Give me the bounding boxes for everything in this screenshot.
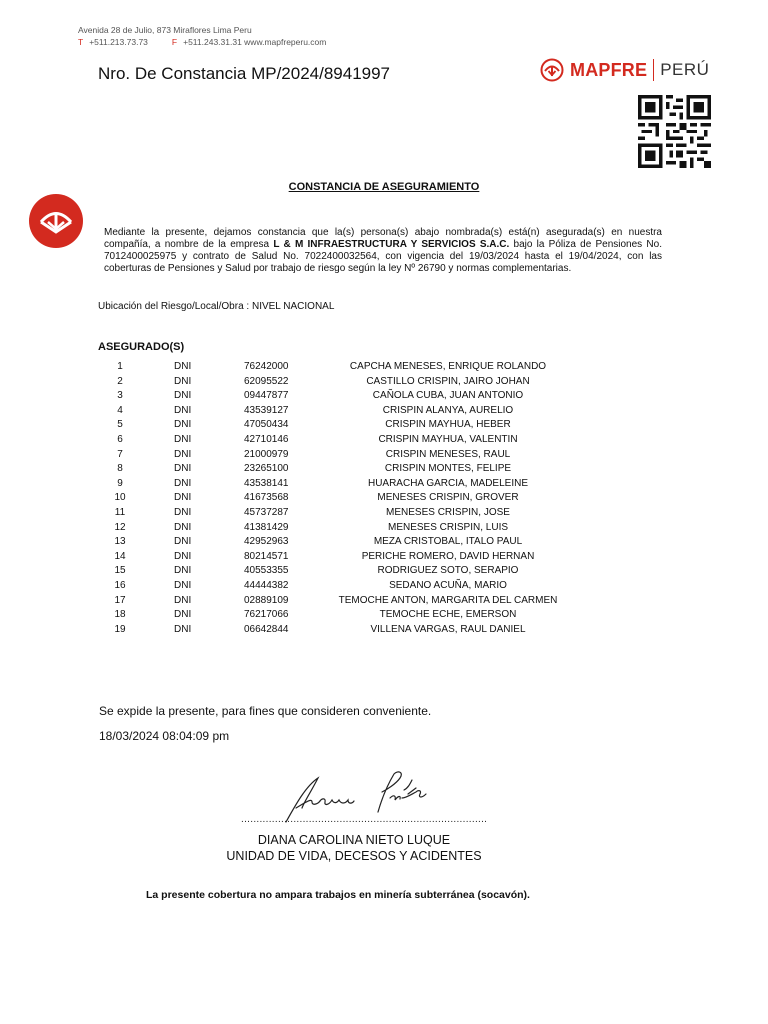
insured-name: CRISPIN MAYHUA, VALENTIN (378, 433, 518, 445)
insured-row (0, 506, 768, 521)
row-number: 13 (114, 536, 126, 548)
document-type: DNI (174, 609, 192, 621)
logo-country-text: PERÚ (660, 60, 710, 79)
document-number: 80214571 (244, 550, 289, 562)
document-number: 47050434 (244, 419, 289, 431)
insured-heading: ASEGURADO(S) (98, 341, 185, 353)
row-number: 2 (117, 375, 123, 387)
row-number: 3 (117, 390, 123, 402)
document-type: DNI (174, 550, 192, 562)
document-number: 76242000 (244, 361, 289, 372)
row-number: 5 (117, 419, 123, 431)
row-number: 8 (117, 463, 123, 475)
insured-row (0, 594, 768, 609)
intro-text-start: Mediante la presente, dejamos constancia que la(s) persona(s) abajo nombrada(s) está(n) asegurada(s) en nuestra compañía, a nombre de la empresa (104, 227, 662, 250)
insured-name: MEZA CRISTOBAL, ITALO PAUL (373, 536, 523, 548)
document-type: DNI (174, 404, 192, 416)
insured-name: HUARACHA GARCIA, MADELEINE (367, 477, 529, 489)
document-number: 76217066 (244, 609, 289, 621)
document-number: 41673568 (244, 492, 289, 504)
document-type: DNI (174, 594, 192, 606)
insured-name: CRISPIN MENESES, RAUL (385, 448, 511, 460)
insured-name: CASTILLO CRISPIN, JAIRO JOHAN (366, 375, 530, 387)
mapfre-seal-icon (29, 194, 83, 248)
document-number: 43539127 (244, 404, 289, 416)
document-number: 62095522 (244, 375, 289, 387)
row-number: 9 (117, 477, 123, 489)
insured-name: CRISPIN MONTES, FELIPE (384, 463, 512, 475)
document-type: DNI (174, 419, 192, 431)
document-type: DNI (174, 565, 192, 577)
row-number: 16 (114, 579, 126, 591)
row-number: 11 (114, 506, 126, 518)
insured-table (0, 360, 768, 637)
insured-row (0, 433, 768, 448)
company-address: Avenida 28 de Julio, 873 Miraflores Lima Peru (78, 25, 252, 35)
insured-row (0, 491, 768, 506)
row-number: 4 (117, 404, 123, 416)
insured-row (0, 521, 768, 536)
intro-paragraph (104, 227, 662, 275)
document-number: 42952963 (244, 536, 289, 548)
document-type: DNI (174, 390, 192, 402)
document-type: DNI (174, 375, 192, 387)
insured-row (0, 360, 768, 375)
document-type: DNI (174, 506, 192, 518)
document-type: DNI (174, 463, 192, 475)
document-heading: CONSTANCIA DE ASEGURAMIENTO (288, 181, 480, 193)
insured-row (0, 418, 768, 433)
row-number: 19 (114, 623, 126, 635)
insured-name: TEMOCHE ECHE, EMERSON (379, 609, 517, 621)
fax-label: F (171, 37, 178, 47)
row-number: 15 (114, 565, 126, 577)
closing-statement: Se expide la presente, para fines que consideren conveniente. (99, 704, 432, 718)
row-number: 10 (114, 492, 126, 504)
document-type: DNI (174, 521, 192, 533)
insured-name: CAÑOLA CUBA, JUAN ANTONIO (372, 390, 524, 402)
row-number: 12 (114, 521, 126, 533)
insured-name: SEDANO ACUÑA, MARIO (389, 579, 507, 591)
document-number: 09447877 (244, 390, 289, 402)
document-number: 02889109 (244, 594, 289, 606)
coverage-exclusion-note: La presente cobertura no ampara trabajos en minería subterránea (socavón). (146, 889, 530, 901)
insured-row (0, 564, 768, 579)
insured-row (0, 477, 768, 492)
row-number: 18 (114, 609, 126, 621)
insured-name: PERICHE ROMERO, DAVID HERNAN (361, 550, 535, 562)
row-number: 14 (114, 550, 126, 562)
document-number: 45737287 (244, 506, 289, 518)
insured-name: RODRIGUEZ SOTO, SERAPIO (377, 565, 519, 577)
insured-row (0, 550, 768, 565)
document-number: 06642844 (244, 623, 289, 635)
document-number: 43538141 (244, 477, 289, 489)
company-name: L & M INFRAESTRUCTURA Y SERVICIOS S.A.C. (273, 239, 510, 250)
insured-name: CAPCHA MENESES, ENRIQUE ROLANDO (349, 361, 547, 372)
insured-row (0, 462, 768, 477)
document-number: 40553355 (244, 565, 289, 577)
row-number: 1 (117, 361, 123, 372)
logo-brand-text: MAPFRE (570, 59, 648, 80)
issue-datetime: 18/03/2024 08:04:09 pm (99, 729, 230, 743)
insured-row (0, 404, 768, 419)
document-number: 44444382 (244, 579, 289, 591)
signer-name: DIANA CAROLINA NIETO LUQUE (257, 833, 451, 847)
signer-unit: UNIDAD DE VIDA, DECESOS Y ACIDENTES (226, 849, 482, 863)
document-type: DNI (174, 492, 192, 504)
insured-row (0, 448, 768, 463)
document-number: 23265100 (244, 463, 289, 475)
insured-name: CRISPIN MAYHUA, HEBER (385, 419, 511, 431)
signature-line: ................................................................................ (241, 814, 488, 825)
document-type: DNI (174, 477, 192, 489)
certificate-number-title: Nro. De Constancia MP/2024/8941997 (98, 64, 391, 83)
insured-name: MENESES CRISPIN, GROVER (377, 492, 519, 504)
document-type: DNI (174, 433, 192, 445)
insured-row (0, 375, 768, 390)
mapfre-logo (540, 58, 709, 82)
signer-block (0, 832, 708, 864)
insured-row (0, 608, 768, 623)
insured-name: MENESES CRISPIN, JOSE (386, 506, 510, 518)
company-contact (78, 37, 326, 47)
row-number: 6 (117, 433, 123, 445)
row-number: 7 (117, 448, 123, 460)
insured-name: MENESES CRISPIN, LUIS (387, 521, 509, 533)
phone-number: +511.213.73.73 (89, 37, 148, 47)
logo-divider (653, 59, 654, 81)
document-type: DNI (174, 361, 192, 372)
document-number: 41381429 (244, 521, 289, 533)
document-type: DNI (174, 623, 192, 635)
insured-name: VILLENA VARGAS, RAUL DANIEL (370, 623, 526, 635)
document-type: DNI (174, 536, 192, 548)
risk-location: Ubicación del Riesgo/Local/Obra : NIVEL NACIONAL (98, 301, 335, 312)
fax-and-website: +511.243.31.31 www.mapfreperu.com (183, 37, 327, 47)
row-number: 17 (114, 594, 126, 606)
phone-label: T (78, 37, 84, 47)
insured-row (0, 535, 768, 550)
insured-row (0, 623, 768, 638)
qr-code-icon (638, 95, 711, 168)
insured-name: CRISPIN ALANYA, AURELIO (382, 404, 514, 416)
intro-text-end: bajo la Póliza de Pensiones No. 7012400025975 y contrato de Salud No. 7022400032564, con vigencia del 19/03/2024 hasta el 19/04/2024, con las coberturas de Pensiones y Salud por trabajo de riesgo según la ley Nº 26790 y normas complementarias. (104, 239, 662, 274)
document-type: DNI (174, 579, 192, 591)
mapfre-emblem-icon (540, 58, 564, 82)
document-number: 21000979 (244, 448, 289, 460)
insured-row (0, 579, 768, 594)
document-type: DNI (174, 448, 192, 460)
insured-row (0, 389, 768, 404)
document-number: 42710146 (244, 433, 289, 445)
insured-name: TEMOCHE ANTON, MARGARITA DEL CARMEN (338, 594, 558, 606)
